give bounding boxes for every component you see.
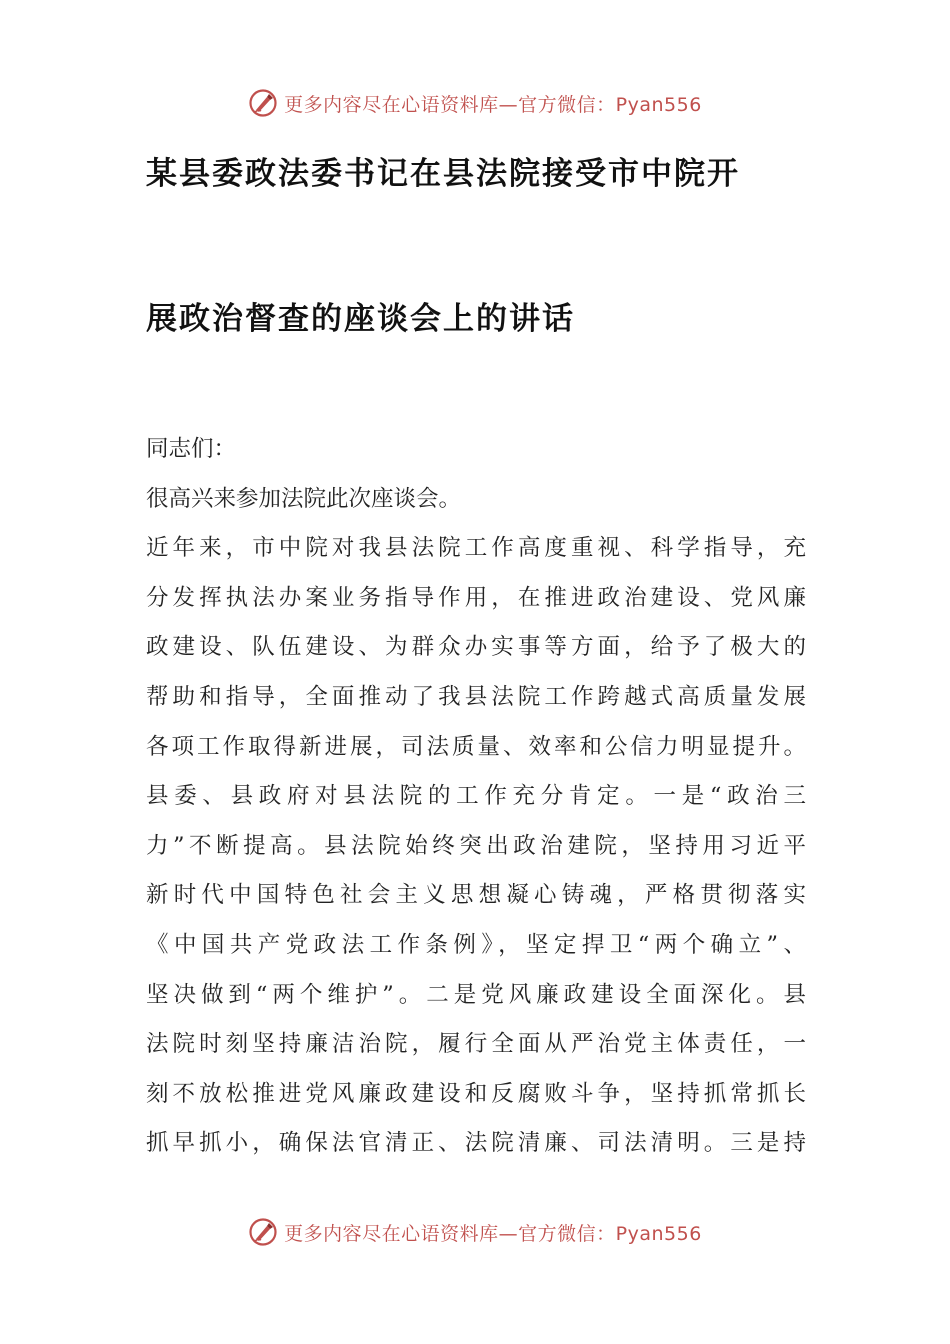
body-line: 抓早抓小，确保法官清正、法院清廉、司法清明。三是持 [146, 1130, 806, 1157]
document-title-line-1: 某县委政法委书记在县法院接受市中院开 [146, 156, 740, 192]
body-line: 新时代中国特色社会主义思想凝心铸魂，严格贯彻落实 [146, 882, 806, 909]
watermark-text: 更多内容尽在心语资料库—官方微信：Pyan556 [284, 1222, 702, 1245]
body-line: 同志们： [146, 436, 237, 462]
body-line: 坚决做到“两个维护”。二是党风廉政建设全面深化。县 [146, 981, 806, 1008]
body-line: 力”不断提高。县法院始终突出政治建院，坚持用习近平 [146, 832, 806, 859]
document-title-line-2: 展政治督查的座谈会上的讲话 [146, 301, 575, 337]
body-line: 县委、县政府对县法院的工作充分肯定。一是“政治三 [146, 783, 806, 810]
footer-watermark [0, 1214, 950, 1250]
watermark-inner [248, 1217, 702, 1247]
body-line: 刻不放松推进党风廉政建设和反腐败斗争，坚持抓常抓长 [146, 1080, 806, 1107]
watermark-inner [248, 88, 702, 118]
body-line: 各项工作取得新进展，司法质量、效率和公信力明显提升。 [146, 733, 806, 760]
body-line: 很高兴来参加法院此次座谈会。 [146, 485, 462, 512]
body-line: 《中国共产党政法工作条例》，坚定捍卫“两个确立”、 [146, 931, 806, 958]
header-watermark [0, 85, 950, 121]
pen-logo-icon [248, 88, 278, 118]
body-line: 帮助和指导，全面推动了我县法院工作跨越式高质量发展 [146, 683, 806, 710]
body-line: 近年来，市中院对我县法院工作高度重视、科学指导，充 [146, 535, 806, 562]
pen-logo-icon [248, 1217, 278, 1247]
body-line: 政建设、队伍建设、为群众办实事等方面，给予了极大的 [146, 634, 806, 661]
watermark-text: 更多内容尽在心语资料库—官方微信：Pyan556 [284, 93, 702, 116]
body-line: 法院时刻坚持廉洁治院，履行全面从严治党主体责任，一 [146, 1031, 806, 1058]
document-body [146, 425, 806, 1169]
body-line: 分发挥执法办案业务指导作用，在推进政治建设、党风廉 [146, 584, 806, 611]
